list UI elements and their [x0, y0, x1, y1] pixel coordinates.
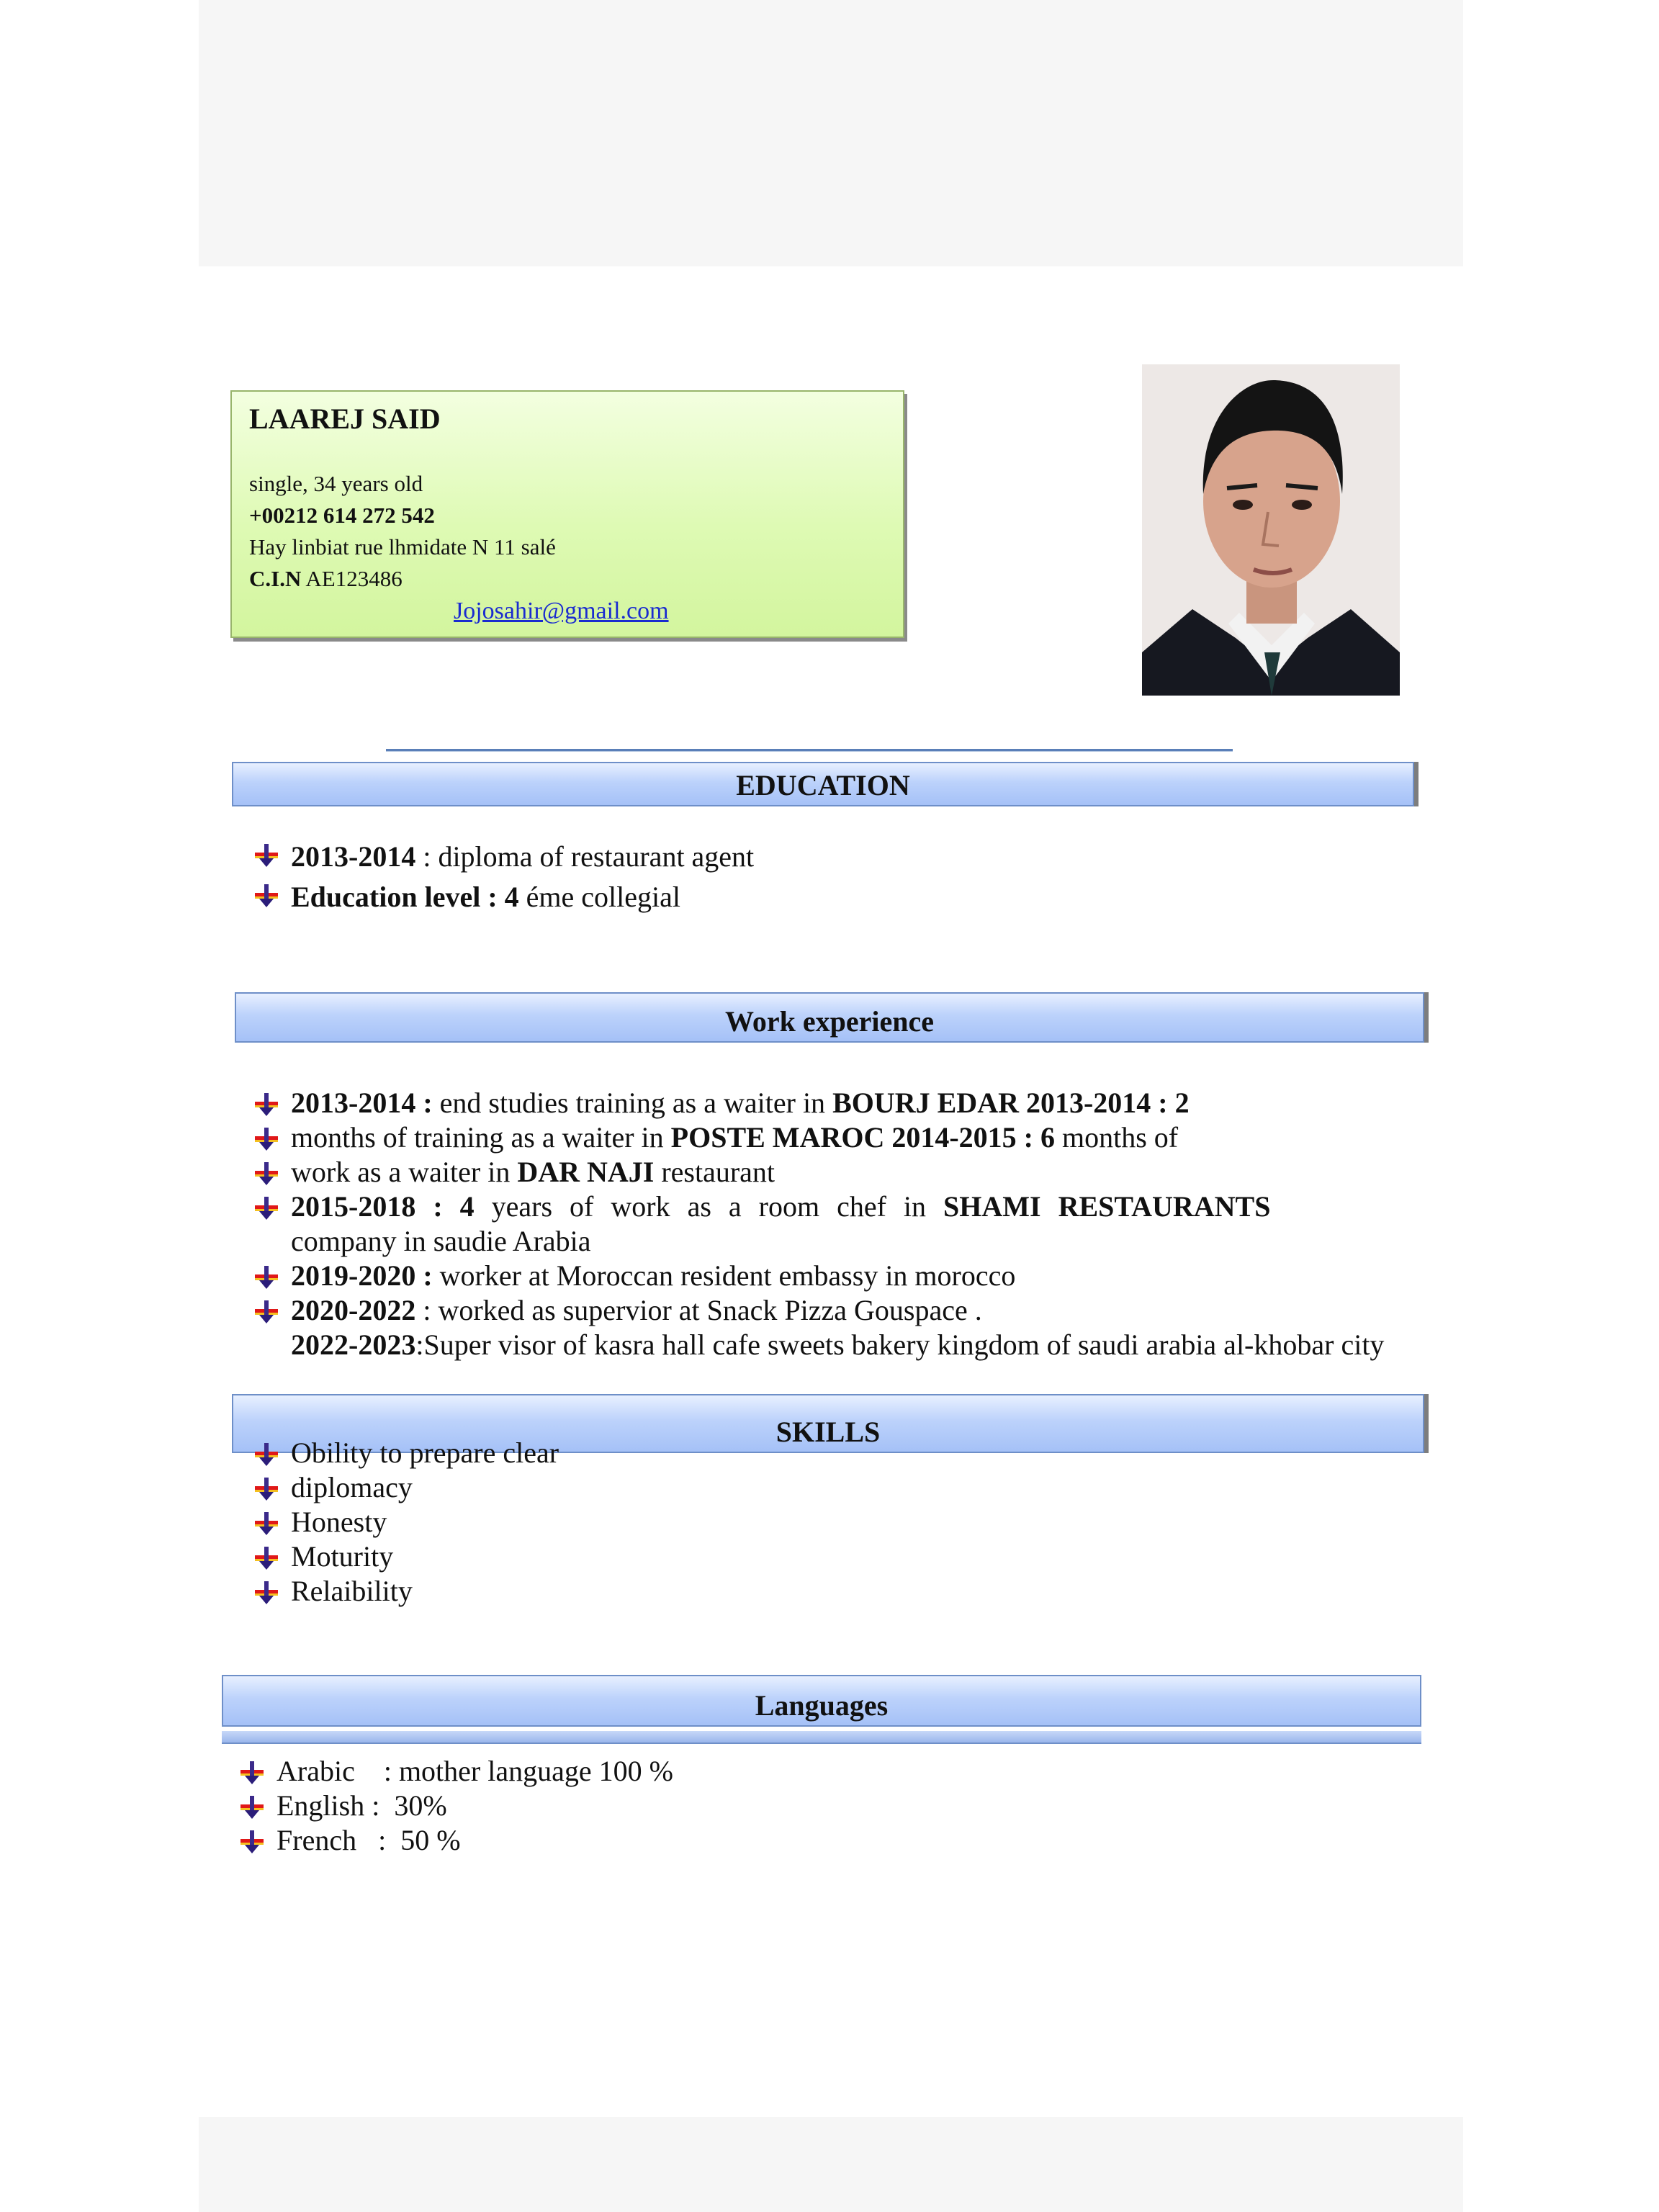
- skills-list: [248, 1436, 559, 1609]
- arrow-bullet-icon: [253, 1092, 279, 1118]
- cin-value: AE123486: [305, 566, 403, 591]
- list-item: English : 30%: [233, 1789, 673, 1823]
- marital-age: single, 34 years old: [249, 471, 423, 496]
- list-item: 2019-2020 : worker at Moroccan resident embassy in morocco: [248, 1259, 1384, 1293]
- list-item: French : 50 %: [233, 1823, 673, 1858]
- education-heading: [232, 762, 1414, 806]
- header-divider: [386, 749, 1233, 752]
- list-item: diplomacy: [248, 1470, 559, 1505]
- list-item: 2015-2018 : 4 years of work as a room chef in SHAMI RESTAURANTS: [248, 1190, 1384, 1224]
- list-item: Obility to prepare clear: [248, 1436, 559, 1470]
- list-item: work as a waiter in DAR NAJI restaurant: [248, 1155, 1384, 1190]
- languages-list: [233, 1754, 673, 1858]
- list-item: Honesty: [248, 1505, 559, 1539]
- cin-label: C.I.N: [249, 566, 302, 591]
- arrow-bullet-icon: [253, 1442, 279, 1467]
- list-item: 2020-2022 : worked as supervior at Snack Pizza Gouspace .: [248, 1293, 1384, 1328]
- arrow-bullet-icon: [253, 1299, 279, 1325]
- work-experience-list: [248, 1086, 1384, 1362]
- education-title: EDUCATION: [736, 769, 910, 801]
- arrow-bullet-icon: [253, 842, 279, 868]
- candidate-name: LAAREJ SAID: [249, 403, 441, 435]
- languages-underline: [222, 1731, 1421, 1744]
- work-title: Work experience: [725, 1005, 934, 1038]
- list-item: 2013-2014 : diploma of restaurant agent: [248, 837, 754, 877]
- arrow-bullet-icon: [253, 1264, 279, 1290]
- arrow-bullet-icon: [253, 1126, 279, 1152]
- arrow-bullet-icon: [253, 1161, 279, 1187]
- contact-info-box: [230, 390, 904, 638]
- cin: [249, 565, 403, 593]
- arrow-bullet-icon: [239, 1794, 265, 1820]
- languages-heading: [222, 1675, 1421, 1727]
- address: Hay linbiat rue lhmidate N 11 salé: [249, 534, 556, 559]
- languages-title: Languages: [755, 1689, 889, 1722]
- bottom-margin-band: [199, 2117, 1463, 2212]
- list-item: Education level : 4 éme collegial: [248, 877, 754, 917]
- arrow-bullet-icon: [253, 1511, 279, 1537]
- phone-number: +00212 614 272 542: [249, 503, 435, 528]
- list-item-continuation: company in saudie Arabia: [291, 1225, 591, 1257]
- list-item: Moturity: [248, 1539, 559, 1574]
- list-item: Relaibility: [248, 1574, 559, 1609]
- list-item: 2013-2014 : end studies training as a waiter in BOURJ EDAR 2013-2014 : 2: [248, 1086, 1384, 1120]
- top-margin-band: [199, 0, 1463, 266]
- skills-title: SKILLS: [775, 1416, 881, 1448]
- work-experience-heading: [235, 992, 1424, 1043]
- list-item: Arabic : mother language 100 %: [233, 1754, 673, 1789]
- portrait-icon: [1142, 364, 1400, 696]
- arrow-bullet-icon: [253, 1545, 279, 1571]
- email-link[interactable]: Jojosahir@gmail.com: [454, 598, 669, 624]
- arrow-bullet-icon: [253, 1476, 279, 1502]
- arrow-bullet-icon: [253, 1195, 279, 1221]
- arrow-bullet-icon: [239, 1760, 265, 1786]
- arrow-bullet-icon: [253, 1580, 279, 1606]
- list-item-continuation: 2022-2023:Super visor of kasra hall cafe sweets bakery kingdom of saudi arabia al-khobar city: [291, 1328, 1385, 1361]
- education-list: [248, 837, 754, 917]
- arrow-bullet-icon: [253, 883, 279, 909]
- portrait-photo: [1142, 364, 1400, 696]
- list-item: months of training as a waiter in POSTE MAROC 2014-2015 : 6 months of: [248, 1120, 1384, 1155]
- arrow-bullet-icon: [239, 1829, 265, 1855]
